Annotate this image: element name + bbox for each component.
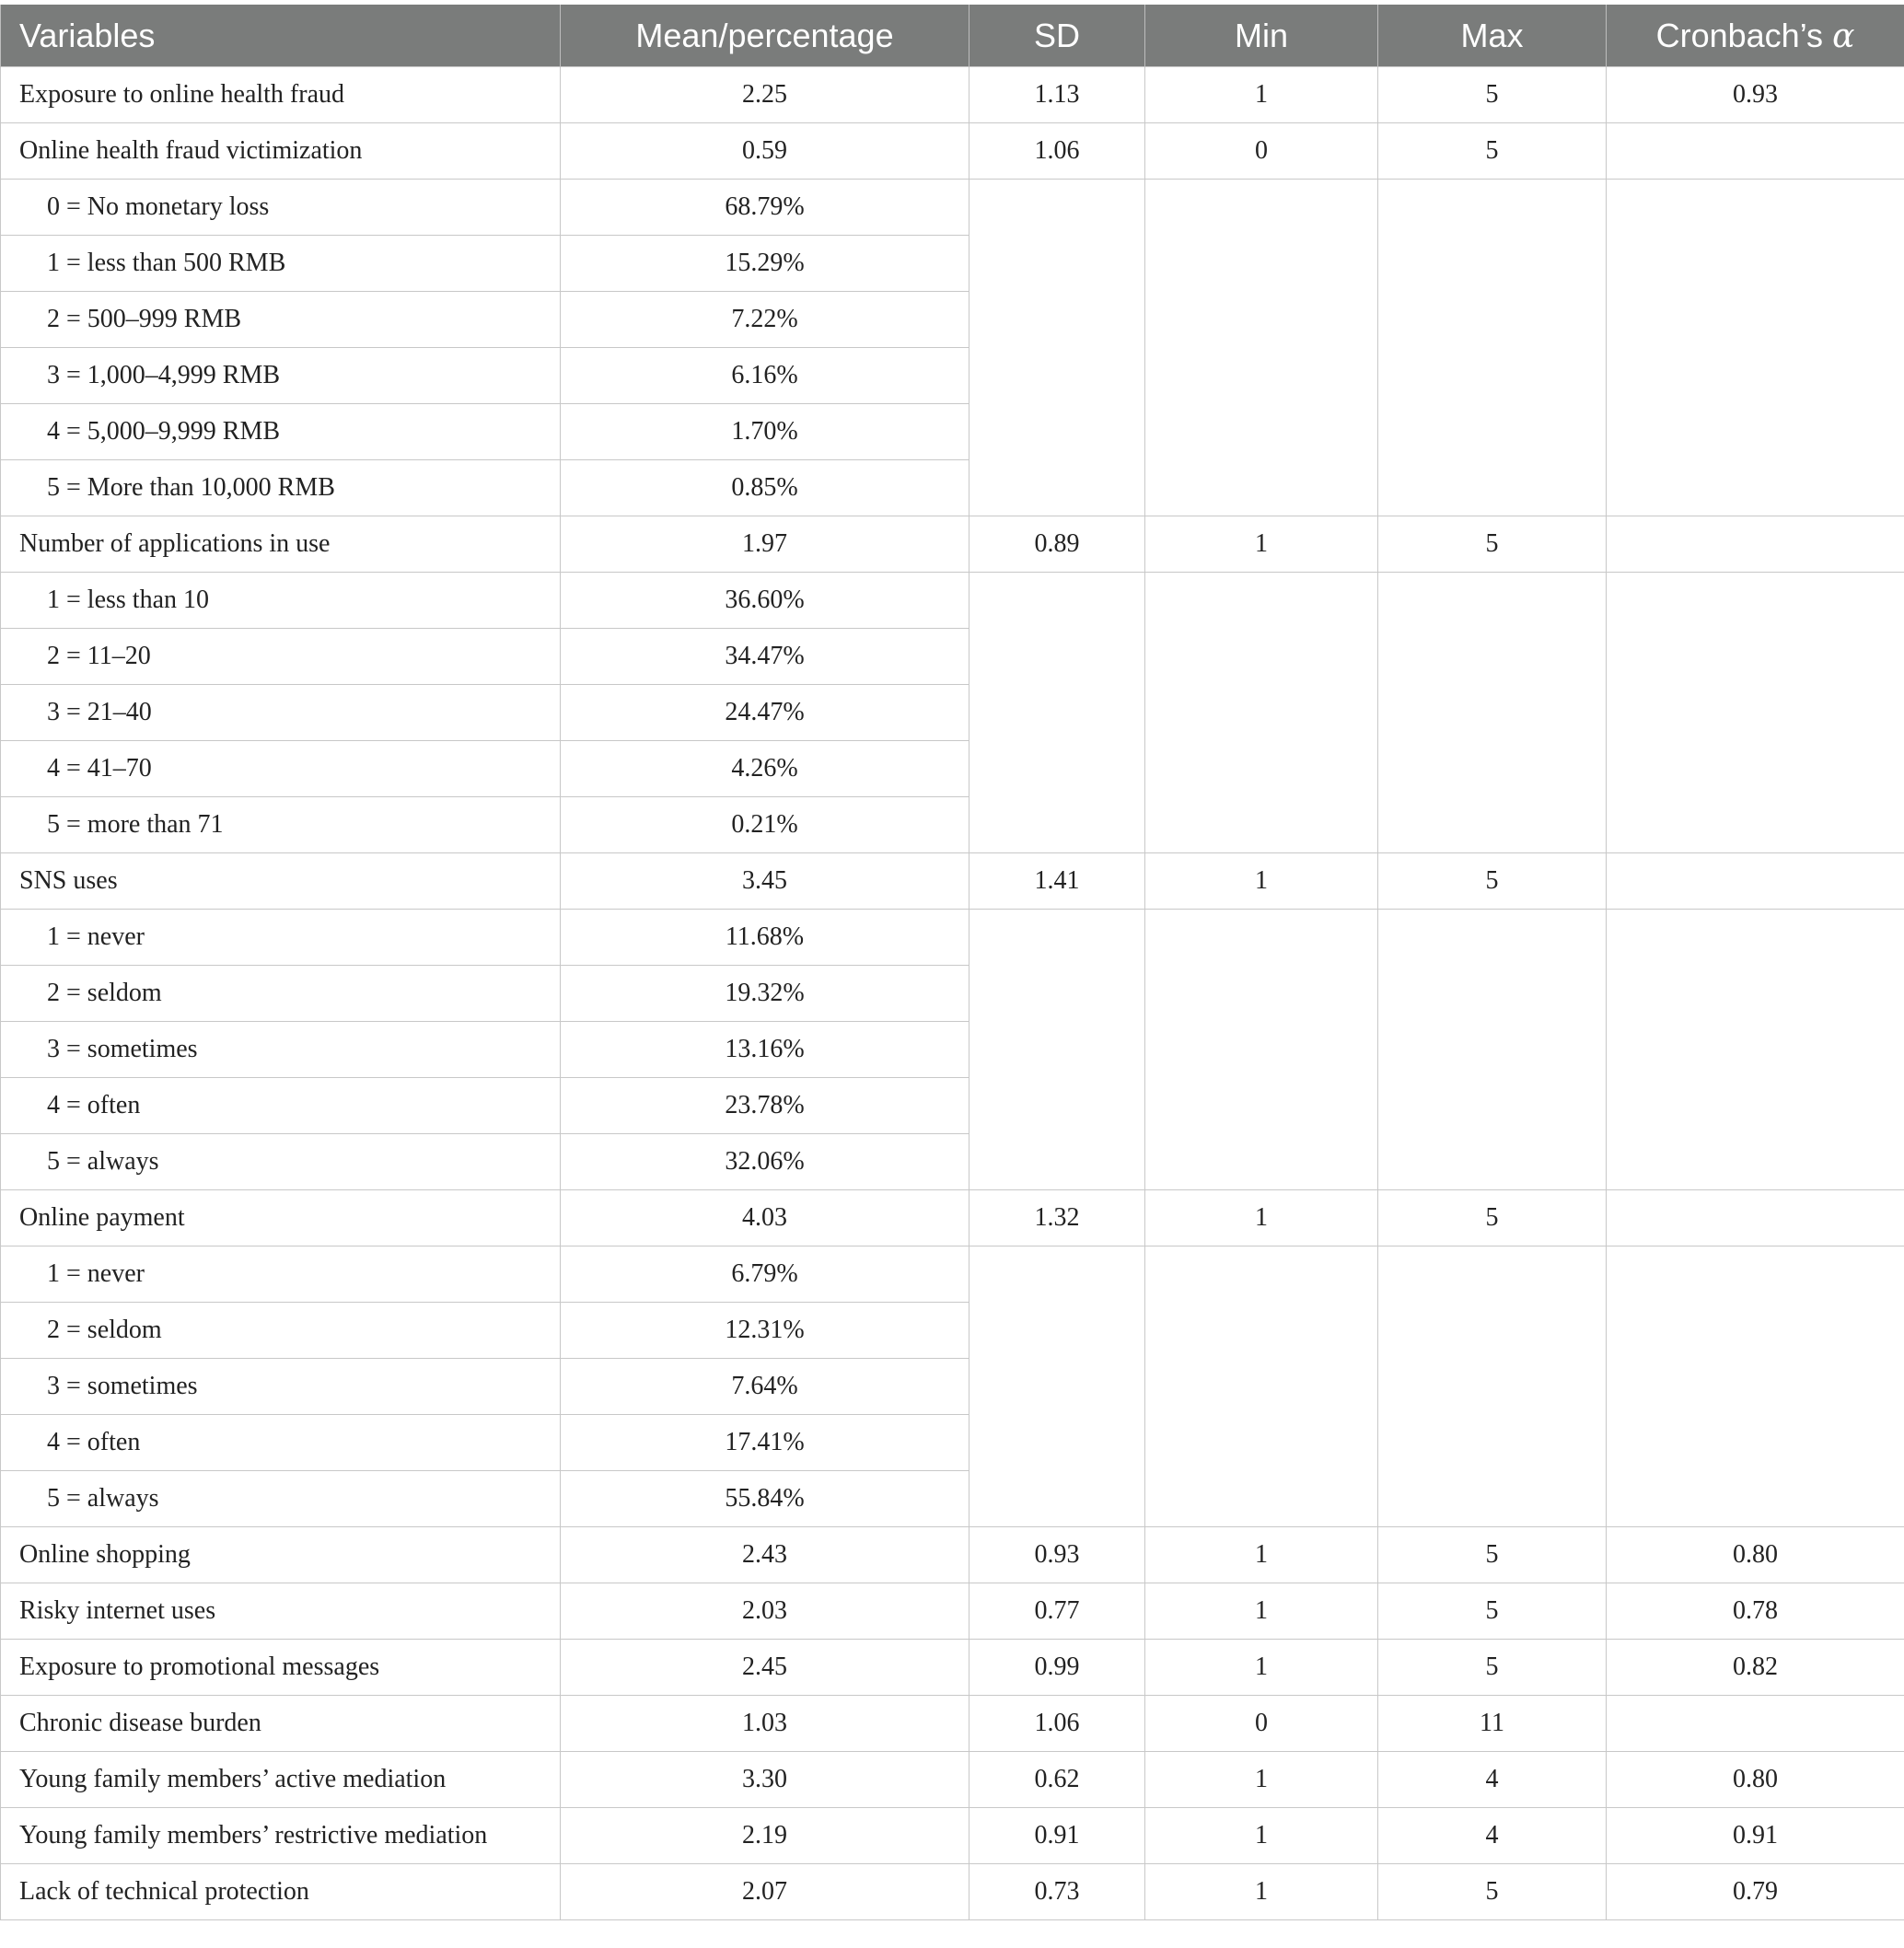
cell-alpha: 0.80 xyxy=(1607,1527,1904,1583)
cell-mean: 12.31% xyxy=(561,1303,969,1359)
table-header xyxy=(1,5,1904,67)
cell-sd: 1.41 xyxy=(969,853,1145,910)
table-row xyxy=(1,573,1904,629)
cell-mean: 19.32% xyxy=(561,966,969,1022)
cell-empty xyxy=(1378,573,1607,853)
cell-max: 5 xyxy=(1378,853,1607,910)
cell-alpha: 0.79 xyxy=(1607,1864,1904,1920)
cell-min: 1 xyxy=(1145,1864,1378,1920)
cell-variable: 5 = always xyxy=(1,1471,561,1527)
cell-mean: 2.45 xyxy=(561,1640,969,1696)
cell-sd: 1.06 xyxy=(969,123,1145,180)
cell-max: 5 xyxy=(1378,1527,1607,1583)
cell-variable: Online payment xyxy=(1,1190,561,1246)
cell-empty xyxy=(1607,573,1904,853)
cell-variable: 1 = never xyxy=(1,910,561,966)
cell-empty xyxy=(1378,1246,1607,1527)
cell-mean: 2.03 xyxy=(561,1583,969,1640)
cell-variable: 5 = more than 71 xyxy=(1,797,561,853)
cell-sd: 0.91 xyxy=(969,1808,1145,1864)
cell-variable: Chronic disease burden xyxy=(1,1696,561,1752)
cell-max: 4 xyxy=(1378,1752,1607,1808)
cell-alpha xyxy=(1607,123,1904,180)
cell-empty xyxy=(969,573,1145,853)
cell-variable: 3 = sometimes xyxy=(1,1022,561,1078)
cell-alpha xyxy=(1607,853,1904,910)
cell-alpha: 0.91 xyxy=(1607,1808,1904,1864)
cell-min: 1 xyxy=(1145,1808,1378,1864)
cell-variable: 5 = More than 10,000 RMB xyxy=(1,460,561,516)
table-row xyxy=(1,1808,1904,1864)
cell-mean: 17.41% xyxy=(561,1415,969,1471)
cell-variable: 5 = always xyxy=(1,1134,561,1190)
cell-variable: 2 = 11–20 xyxy=(1,629,561,685)
cell-variable: 2 = seldom xyxy=(1,1303,561,1359)
cell-mean: 34.47% xyxy=(561,629,969,685)
cell-variable: 1 = less than 10 xyxy=(1,573,561,629)
cell-mean: 13.16% xyxy=(561,1022,969,1078)
cell-variable: Exposure to promotional messages xyxy=(1,1640,561,1696)
cell-mean: 23.78% xyxy=(561,1078,969,1134)
cell-alpha: 0.78 xyxy=(1607,1583,1904,1640)
header-row xyxy=(1,5,1904,67)
cell-variable: 1 = never xyxy=(1,1246,561,1303)
cell-sd: 1.13 xyxy=(969,67,1145,123)
cell-max: 5 xyxy=(1378,1583,1607,1640)
table-row xyxy=(1,123,1904,180)
cell-empty xyxy=(969,910,1145,1190)
cell-min: 1 xyxy=(1145,516,1378,573)
cell-alpha xyxy=(1607,1696,1904,1752)
cell-empty xyxy=(1145,180,1378,516)
cell-sd: 0.73 xyxy=(969,1864,1145,1920)
cell-variable: 3 = 21–40 xyxy=(1,685,561,741)
cell-variable: 0 = No monetary loss xyxy=(1,180,561,236)
cell-alpha: 0.93 xyxy=(1607,67,1904,123)
cell-alpha: 0.80 xyxy=(1607,1752,1904,1808)
table-row xyxy=(1,1246,1904,1303)
cell-mean: 4.03 xyxy=(561,1190,969,1246)
table-row xyxy=(1,1864,1904,1920)
cell-empty xyxy=(1378,910,1607,1190)
cell-empty xyxy=(969,1246,1145,1527)
cell-sd: 0.93 xyxy=(969,1527,1145,1583)
header-min: Min xyxy=(1145,5,1378,67)
cell-mean: 24.47% xyxy=(561,685,969,741)
table-row xyxy=(1,67,1904,123)
cell-max: 4 xyxy=(1378,1808,1607,1864)
table-row xyxy=(1,853,1904,910)
table-row xyxy=(1,1696,1904,1752)
cell-mean: 0.59 xyxy=(561,123,969,180)
cell-min: 1 xyxy=(1145,1640,1378,1696)
cell-mean: 11.68% xyxy=(561,910,969,966)
cell-min: 1 xyxy=(1145,1752,1378,1808)
table-row xyxy=(1,180,1904,236)
cell-alpha xyxy=(1607,516,1904,573)
cell-alpha xyxy=(1607,1190,1904,1246)
cell-variable: 4 = often xyxy=(1,1078,561,1134)
header-max: Max xyxy=(1378,5,1607,67)
cell-max: 11 xyxy=(1378,1696,1607,1752)
cell-sd: 0.89 xyxy=(969,516,1145,573)
table-row xyxy=(1,1640,1904,1696)
cell-mean: 0.85% xyxy=(561,460,969,516)
cell-min: 1 xyxy=(1145,1583,1378,1640)
cell-variable: Online shopping xyxy=(1,1527,561,1583)
cell-mean: 0.21% xyxy=(561,797,969,853)
cell-mean: 3.45 xyxy=(561,853,969,910)
table-body xyxy=(1,67,1904,1920)
cell-min: 0 xyxy=(1145,123,1378,180)
cell-variable: 3 = sometimes xyxy=(1,1359,561,1415)
cell-variable: 2 = seldom xyxy=(1,966,561,1022)
table-row xyxy=(1,1190,1904,1246)
cell-mean: 1.03 xyxy=(561,1696,969,1752)
table-row xyxy=(1,910,1904,966)
cell-mean: 7.22% xyxy=(561,292,969,348)
cell-mean: 2.07 xyxy=(561,1864,969,1920)
cell-empty xyxy=(1145,910,1378,1190)
cell-max: 5 xyxy=(1378,1190,1607,1246)
cell-variable: Young family members’ restrictive mediation xyxy=(1,1808,561,1864)
cell-mean: 2.19 xyxy=(561,1808,969,1864)
cell-empty xyxy=(969,180,1145,516)
cell-sd: 0.77 xyxy=(969,1583,1145,1640)
header-alpha-prefix: Cronbach’s xyxy=(1655,16,1833,54)
cell-variable: Young family members’ active mediation xyxy=(1,1752,561,1808)
cell-min: 1 xyxy=(1145,853,1378,910)
cell-variable: Risky internet uses xyxy=(1,1583,561,1640)
cell-mean: 7.64% xyxy=(561,1359,969,1415)
header-cronbach-alpha xyxy=(1607,5,1904,67)
cell-mean: 15.29% xyxy=(561,236,969,292)
cell-mean: 1.70% xyxy=(561,404,969,460)
cell-empty xyxy=(1145,573,1378,853)
header-variables: Variables xyxy=(1,5,561,67)
cell-variable: 1 = less than 500 RMB xyxy=(1,236,561,292)
cell-min: 1 xyxy=(1145,1527,1378,1583)
header-mean-percentage: Mean/percentage xyxy=(561,5,969,67)
cell-mean: 4.26% xyxy=(561,741,969,797)
cell-mean: 2.43 xyxy=(561,1527,969,1583)
cell-empty xyxy=(1378,180,1607,516)
table-row xyxy=(1,516,1904,573)
cell-variable: Exposure to online health fraud xyxy=(1,67,561,123)
cell-mean: 6.79% xyxy=(561,1246,969,1303)
cell-empty xyxy=(1607,910,1904,1190)
cell-variable: 4 = 41–70 xyxy=(1,741,561,797)
header-sd: SD xyxy=(969,5,1145,67)
cell-min: 1 xyxy=(1145,1190,1378,1246)
table-row xyxy=(1,1752,1904,1808)
cell-empty xyxy=(1607,1246,1904,1527)
cell-variable: 4 = 5,000–9,999 RMB xyxy=(1,404,561,460)
cell-empty xyxy=(1607,180,1904,516)
cell-max: 5 xyxy=(1378,123,1607,180)
cell-max: 5 xyxy=(1378,67,1607,123)
cell-mean: 3.30 xyxy=(561,1752,969,1808)
cell-variable: Online health fraud victimization xyxy=(1,123,561,180)
cell-alpha: 0.82 xyxy=(1607,1640,1904,1696)
cell-sd: 0.99 xyxy=(969,1640,1145,1696)
cell-max: 5 xyxy=(1378,1640,1607,1696)
cell-variable: SNS uses xyxy=(1,853,561,910)
cell-mean: 68.79% xyxy=(561,180,969,236)
cell-variable: Number of applications in use xyxy=(1,516,561,573)
cell-sd: 1.06 xyxy=(969,1696,1145,1752)
cell-mean: 32.06% xyxy=(561,1134,969,1190)
cell-min: 1 xyxy=(1145,67,1378,123)
table-row xyxy=(1,1583,1904,1640)
cell-sd: 0.62 xyxy=(969,1752,1145,1808)
cell-min: 0 xyxy=(1145,1696,1378,1752)
cell-max: 5 xyxy=(1378,1864,1607,1920)
cell-max: 5 xyxy=(1378,516,1607,573)
cell-mean: 2.25 xyxy=(561,67,969,123)
header-alpha-symbol: α xyxy=(1832,17,1855,55)
cell-mean: 6.16% xyxy=(561,348,969,404)
cell-variable: Lack of technical protection xyxy=(1,1864,561,1920)
descriptive-statistics-table xyxy=(0,5,1904,1920)
cell-empty xyxy=(1145,1246,1378,1527)
table-row xyxy=(1,1527,1904,1583)
cell-mean: 1.97 xyxy=(561,516,969,573)
cell-mean: 36.60% xyxy=(561,573,969,629)
cell-variable: 3 = 1,000–4,999 RMB xyxy=(1,348,561,404)
cell-variable: 2 = 500–999 RMB xyxy=(1,292,561,348)
cell-variable: 4 = often xyxy=(1,1415,561,1471)
cell-mean: 55.84% xyxy=(561,1471,969,1527)
cell-sd: 1.32 xyxy=(969,1190,1145,1246)
